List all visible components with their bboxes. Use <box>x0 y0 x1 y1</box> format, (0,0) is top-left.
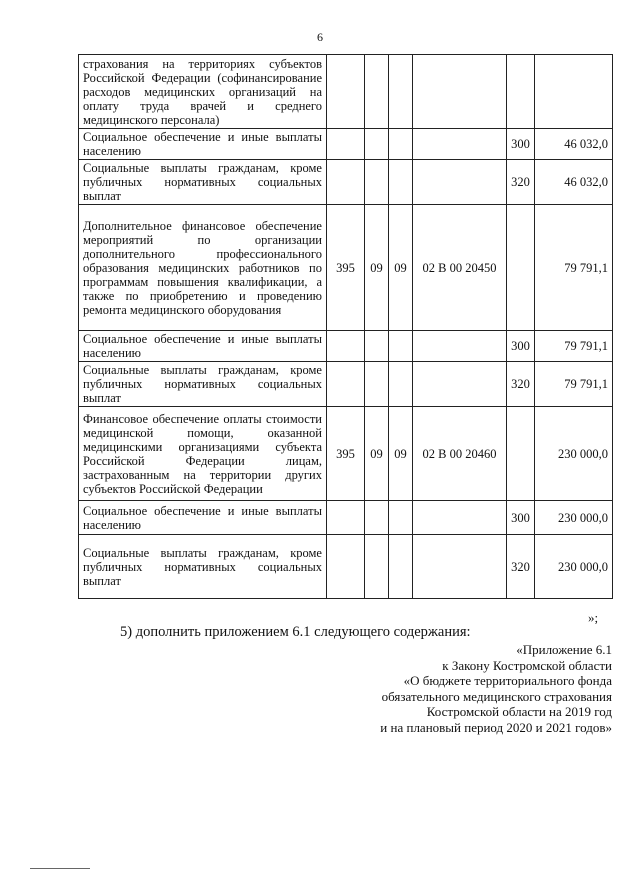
appendix-line: «О бюджете территориального фонда <box>403 673 612 688</box>
table-row <box>79 501 613 535</box>
csr-cell: 02 В 00 20460 <box>413 407 507 501</box>
vr-cell: 320 <box>507 362 535 407</box>
rz-cell <box>365 535 389 599</box>
sum-cell: 79 791,1 <box>535 362 613 407</box>
table-row <box>79 205 613 331</box>
appendix-line: и на плановый период 2020 и 2021 годов» <box>380 719 612 735</box>
row-name-cell: Дополнительное финансовое обеспечение мероприятий по организации дополнительного профессионального образования медицинских работников по программам повышения квалификации, а также по приобретению и проведению ремонта медицинского оборудования <box>79 205 327 331</box>
sum-cell: 230 000,0 <box>535 501 613 535</box>
ved-cell <box>327 129 365 160</box>
table-row <box>79 160 613 205</box>
pr-cell <box>389 501 413 535</box>
pr-cell <box>389 362 413 407</box>
vr-cell: 300 <box>507 331 535 362</box>
rz-cell <box>365 160 389 205</box>
ved-cell <box>327 535 365 599</box>
sum-cell: 79 791,1 <box>535 205 613 331</box>
csr-cell <box>413 331 507 362</box>
sum-cell <box>535 55 613 129</box>
rz-cell <box>365 55 389 129</box>
ved-cell: 395 <box>327 407 365 501</box>
vr-cell <box>507 55 535 129</box>
table-row <box>79 129 613 160</box>
ved-cell <box>327 501 365 535</box>
rz-cell: 09 <box>365 407 389 501</box>
vr-cell: 300 <box>507 129 535 160</box>
pr-cell <box>389 160 413 205</box>
csr-cell <box>413 501 507 535</box>
ved-cell: 395 <box>327 205 365 331</box>
row-name-cell: Социальное обеспечение и иные выплаты населению <box>79 331 327 362</box>
appendix-header <box>232 642 612 735</box>
row-name-cell: Финансовое обеспечение оплаты стоимости медицинской помощи, оказанной медицинскими организациями субъекта Российской Федерации лицам, застрахованным на территории других субъектов Российской Федерации <box>79 407 327 501</box>
row-name-cell: Социальное обеспечение и иные выплаты населению <box>79 129 327 160</box>
rz-cell <box>365 362 389 407</box>
rz-cell <box>365 501 389 535</box>
row-name-cell: Социальные выплаты гражданам, кроме публичных нормативных социальных выплат <box>79 535 327 599</box>
row-name-cell: Социальные выплаты гражданам, кроме публичных нормативных социальных выплат <box>79 362 327 407</box>
vr-cell <box>507 407 535 501</box>
appendix-line: Костромской области на 2019 год <box>426 704 612 719</box>
pr-cell: 09 <box>389 205 413 331</box>
sum-cell: 46 032,0 <box>535 129 613 160</box>
pr-cell <box>389 535 413 599</box>
page-number: 6 <box>317 30 323 44</box>
csr-cell <box>413 129 507 160</box>
csr-cell <box>413 362 507 407</box>
ved-cell <box>327 160 365 205</box>
table-row <box>79 331 613 362</box>
closing-quote: »; <box>588 610 599 625</box>
sum-cell: 230 000,0 <box>535 407 613 501</box>
table-row <box>79 55 613 129</box>
amendment-text: 5) дополнить приложением 6.1 следующего содержания: <box>120 624 471 640</box>
sum-cell: 79 791,1 <box>535 331 613 362</box>
rz-cell <box>365 129 389 160</box>
pr-cell: 09 <box>389 407 413 501</box>
row-name-cell: Социальное обеспечение и иные выплаты населению <box>79 501 327 535</box>
footer-divider <box>30 868 90 869</box>
vr-cell: 320 <box>507 160 535 205</box>
csr-cell <box>413 160 507 205</box>
table-row <box>79 535 613 599</box>
ved-cell <box>327 362 365 407</box>
vr-cell <box>507 205 535 331</box>
appendix-line: «Приложение 6.1 <box>516 642 612 657</box>
ved-cell <box>327 331 365 362</box>
csr-cell: 02 В 00 20450 <box>413 205 507 331</box>
vr-cell: 320 <box>507 535 535 599</box>
pr-cell <box>389 331 413 362</box>
csr-cell <box>413 55 507 129</box>
csr-cell <box>413 535 507 599</box>
rz-cell <box>365 331 389 362</box>
row-name-cell: страхования на территориях субъектов Российской Федерации (софинансирование расходов медицинских организаций на оплату труда врачей и среднего медицинского персонала) <box>79 55 327 129</box>
pr-cell <box>389 55 413 129</box>
vr-cell: 300 <box>507 501 535 535</box>
appendix-line: к Закону Костромской области <box>442 657 612 673</box>
rz-cell: 09 <box>365 205 389 331</box>
row-name-cell: Социальные выплаты гражданам, кроме публичных нормативных социальных выплат <box>79 160 327 205</box>
ved-cell <box>327 55 365 129</box>
budget-table <box>78 54 613 599</box>
table-row <box>79 407 613 501</box>
sum-cell: 46 032,0 <box>535 160 613 205</box>
appendix-line: обязательного медицинского страхования <box>381 688 612 704</box>
table-row <box>79 362 613 407</box>
pr-cell <box>389 129 413 160</box>
sum-cell: 230 000,0 <box>535 535 613 599</box>
